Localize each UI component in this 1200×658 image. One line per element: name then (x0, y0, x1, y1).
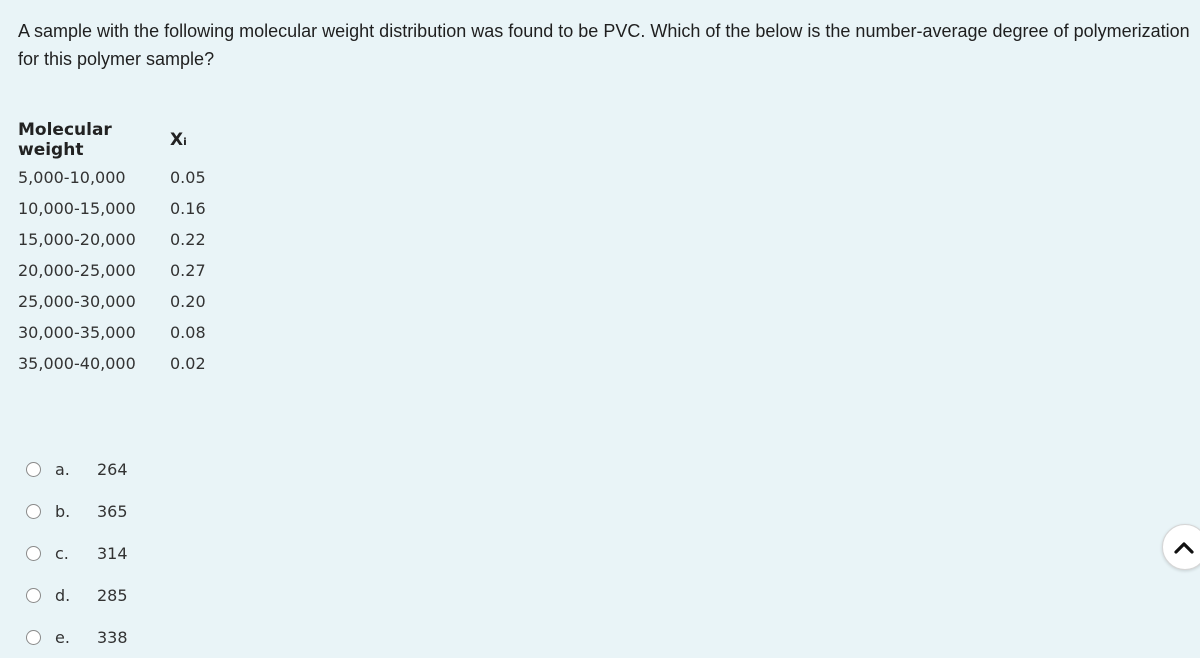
radio-button[interactable] (26, 546, 41, 561)
option-b[interactable] (26, 490, 128, 532)
option-value: 314 (97, 543, 128, 563)
cell-molecular-weight: 10,000-15,000 (18, 199, 136, 218)
radio-button[interactable] (26, 630, 41, 645)
question-text: A sample with the following molecular weight distribution was found to be PVC. Which of the below is the number-average degree of polymerization for this polymer sample? (18, 21, 1190, 69)
radio-button[interactable] (26, 504, 41, 519)
table-row (18, 193, 206, 224)
table-row (18, 286, 206, 317)
cell-xi: 0.08 (170, 323, 206, 342)
cell-xi: 0.20 (170, 292, 206, 311)
table-row (18, 348, 206, 379)
answer-options (26, 448, 128, 658)
option-value: 365 (97, 501, 128, 521)
table-row (18, 162, 206, 193)
cell-xi: 0.02 (170, 354, 206, 373)
cell-molecular-weight: 20,000-25,000 (18, 261, 136, 280)
option-e[interactable] (26, 616, 128, 658)
chevron-up-icon (1172, 537, 1196, 557)
table-row (18, 317, 206, 348)
option-value: 338 (97, 627, 128, 647)
column-header-xi: Xᵢ (170, 130, 187, 150)
cell-molecular-weight: 15,000-20,000 (18, 230, 136, 249)
option-a[interactable] (26, 448, 128, 490)
table-row (18, 224, 206, 255)
scroll-up-button[interactable] (1162, 524, 1200, 570)
option-letter: b. (55, 501, 71, 521)
cell-molecular-weight: 25,000-30,000 (18, 292, 136, 311)
cell-xi: 0.27 (170, 261, 206, 280)
option-letter: a. (55, 459, 70, 479)
cell-molecular-weight: 35,000-40,000 (18, 354, 136, 373)
option-letter: e. (55, 627, 70, 647)
column-header-molecular-weight: Molecular weight (18, 120, 112, 160)
option-d[interactable] (26, 574, 128, 616)
table-header-row (18, 120, 206, 162)
radio-button[interactable] (26, 462, 41, 477)
cell-molecular-weight: 30,000-35,000 (18, 323, 136, 342)
radio-button[interactable] (26, 588, 41, 603)
cell-molecular-weight: 5,000-10,000 (18, 168, 126, 187)
option-value: 285 (97, 585, 128, 605)
cell-xi: 0.05 (170, 168, 206, 187)
cell-xi: 0.22 (170, 230, 206, 249)
option-value: 264 (97, 459, 128, 479)
cell-xi: 0.16 (170, 199, 206, 218)
option-letter: d. (55, 585, 71, 605)
table-row (18, 255, 206, 286)
molecular-weight-table (18, 120, 206, 379)
option-c[interactable] (26, 532, 128, 574)
option-letter: c. (55, 543, 69, 563)
